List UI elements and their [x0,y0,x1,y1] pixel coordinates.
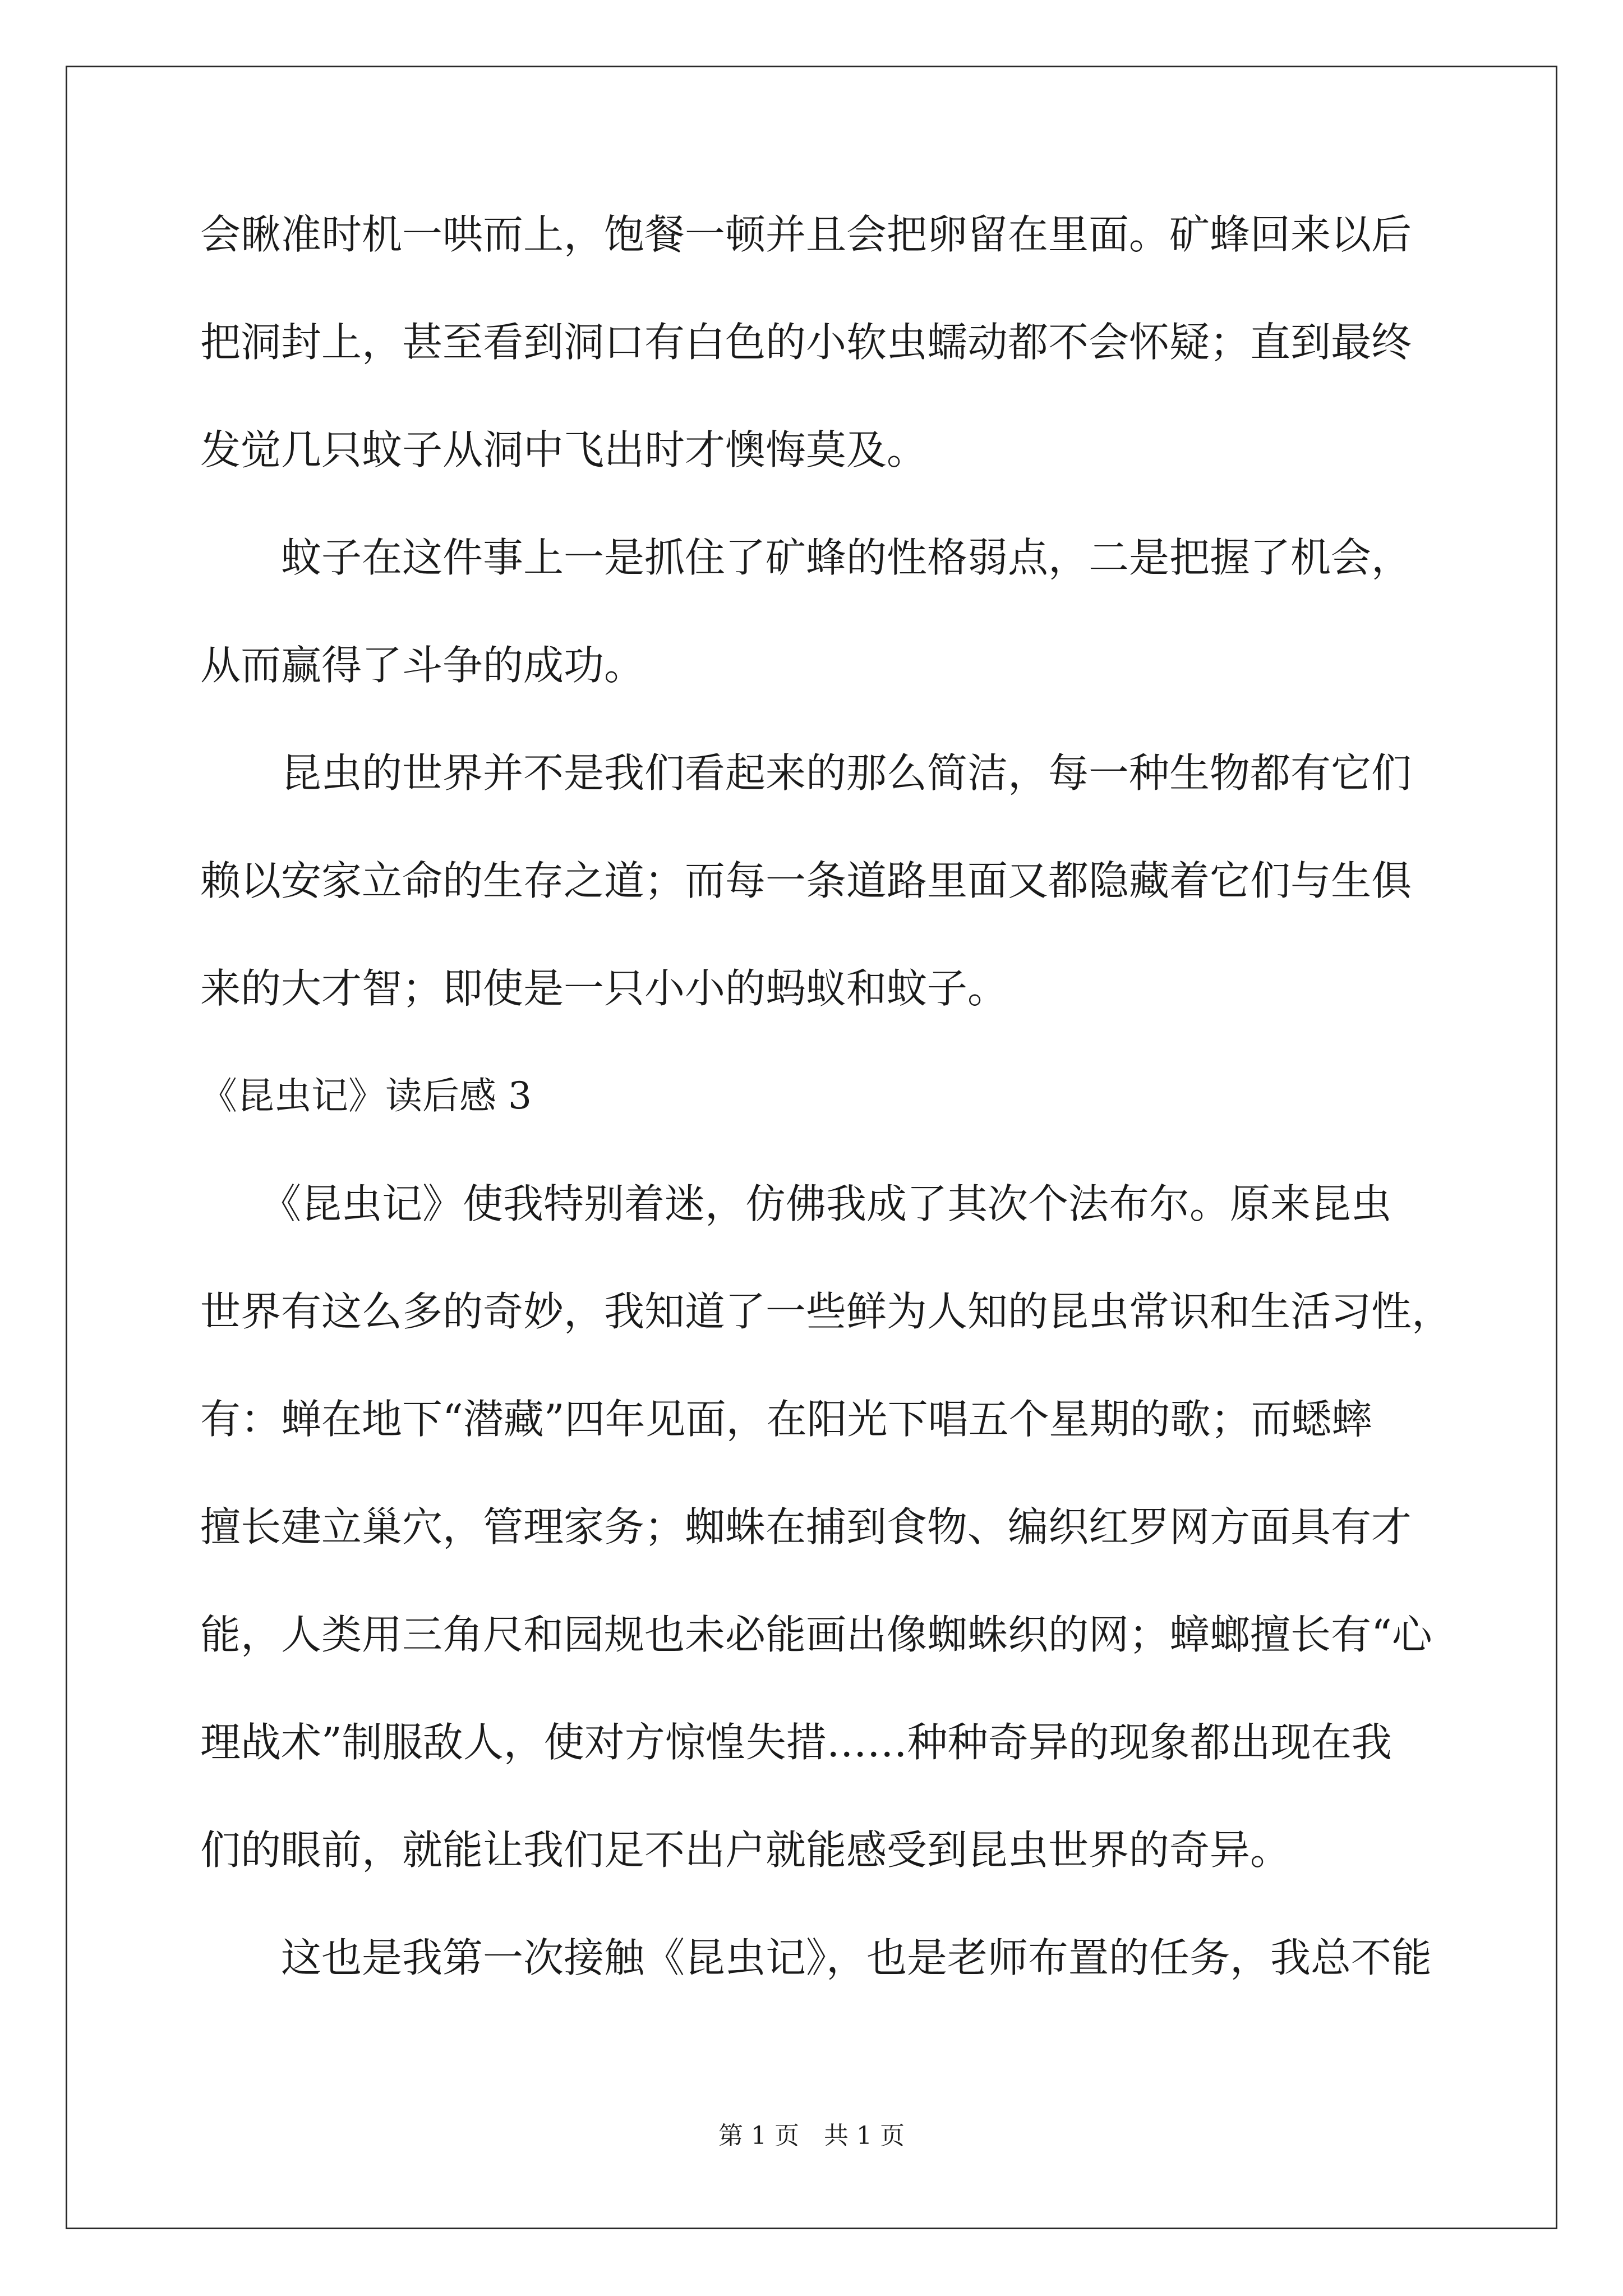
text-line: 世界有这么多的奇妙，我知道了一些鲜为人知的昆虫常识和生活习性， [200,1288,1453,1335]
text-line: 擅长建立巢穴，管理家务；蜘蛛在捕到食物、编织红罗网方面具有才 [200,1503,1412,1550]
text-line: 发觉几只蚊子从洞中飞出时才懊悔莫及。 [200,426,928,473]
paragraph-start-line: 蚊子在这件事上一是抓住了矿蜂的性格弱点，二是把握了机会， [200,534,1412,581]
text-line: 理战术”制服敌人，使对方惊惶失措……种种奇异的现象都出现在我 [200,1719,1392,1766]
text-line: 从而赢得了斗争的成功。 [200,642,645,689]
text-line: 把洞封上，甚至看到洞口有白色的小软虫蠕动都不会怀疑；直到最终 [200,319,1412,366]
text-line: 会瞅准时机一哄而上，饱餐一顿并且会把卵留在里面。矿蜂回来以后 [200,211,1412,258]
text-line: 们的眼前，就能让我们足不出户就能感受到昆虫世界的奇异。 [200,1826,1291,1874]
paragraph-start-line: 昆虫的世界并不是我们看起来的那么简洁，每一种生物都有它们 [200,749,1412,797]
paragraph-start-line: 这也是我第一次接触《昆虫记》，也是老师布置的任务，我总不能 [200,1934,1432,1981]
text-line: 有：蝉在地下“潜藏”四年见面，在阳光下唱五个星期的歌；而蟋蟀 [200,1396,1372,1443]
page-border [66,66,1557,2229]
paragraph-start-line: 《昆虫记》使我特别着迷，仿佛我成了其次个法布尔。原来昆虫 [200,1180,1392,1227]
text-line: 来的大才智；即使是一只小小的蚂蚁和蚊子。 [200,965,1008,1012]
page-footer: 第 1 页 共 1 页 [718,2122,905,2150]
text-line: 赖以安家立命的生存之道；而每一条道路里面又都隐藏着它们与生俱 [200,857,1412,904]
text-line: 能，人类用三角尺和园规也未必能画出像蜘蛛织的网；蟑螂擅长有“心 [200,1611,1432,1658]
section-heading: 《昆虫记》读后感 3 [200,1074,532,1117]
